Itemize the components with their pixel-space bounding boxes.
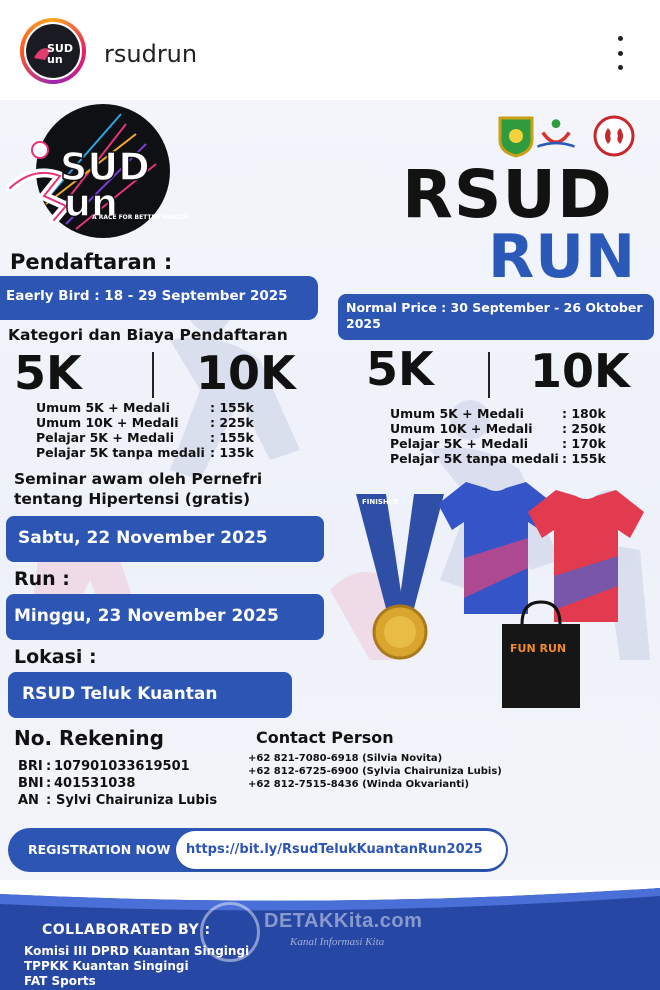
list-item: Pelajar 5K + Medali : 170k: [390, 436, 606, 451]
rsud-run-logo-icon: [26, 24, 80, 78]
list-item: Pelajar 5K tanpa medali : 155k: [390, 451, 606, 466]
contact-list: [248, 752, 502, 791]
username[interactable]: rsudrun: [104, 40, 198, 68]
normal-price-list: [390, 406, 606, 466]
location-banner: RSUD Teluk Kuantan: [8, 672, 292, 718]
pernefri-emblem-icon: [592, 114, 636, 158]
logo-line2: un: [64, 181, 119, 225]
list-item: AN : Sylvi Chairuniza Lubis: [18, 793, 218, 808]
normal-5k-label: 5K: [366, 342, 434, 396]
seminar-date-banner: Sabtu, 22 November 2025: [6, 516, 324, 562]
list-item: Komisi III DPRD Kuantan Singingi: [24, 944, 250, 958]
watermark-text: DETAKKita.com: [264, 910, 423, 932]
logo-tagline: A RACE FOR BETTER HEALTH: [92, 214, 189, 221]
list-item: Pelajar 5K tanpa medali : 135k: [36, 445, 254, 460]
seminar-line2: tentang Hipertensi (gratis): [14, 490, 251, 508]
more-options-icon[interactable]: [612, 36, 628, 70]
registration-bar: [8, 828, 508, 872]
seminar-line1: Seminar awam oleh Pernefri: [14, 470, 263, 488]
location-heading: Lokasi :: [14, 646, 97, 668]
watermark-subtitle: Kanal Informasi Kita: [290, 936, 385, 948]
registration-label: REGISTRATION NOW: [28, 842, 171, 857]
medal-ribbon-text: FINISHER: [362, 498, 399, 506]
runner-logo-icon: [4, 136, 194, 226]
normal-price-banner: Normal Price : 30 September - 26 Oktober 2025: [338, 294, 654, 340]
contact-heading: Contact Person: [256, 728, 394, 747]
svg-text:SUD: SUD: [47, 42, 73, 55]
finisher-medal-icon: [352, 492, 448, 662]
normal-10k-label: 10K: [530, 344, 630, 398]
category-heading: Kategori dan Biaya Pendaftaran: [8, 326, 288, 344]
registration-heading: Pendaftaran :: [10, 250, 173, 274]
account-list: [18, 758, 217, 809]
event-poster: [0, 100, 660, 990]
list-item: Pelajar 5K + Medali : 155k: [36, 430, 254, 445]
run-date-banner: Minggu, 23 November 2025: [6, 594, 324, 640]
list-item: +62 812-7515-8436 (Winda Okvarianti): [248, 779, 470, 790]
early-bird-banner: Eaerly Bird : 18 - 29 September 2025: [0, 276, 318, 320]
early-10k-label: 10K: [196, 346, 296, 400]
list-item: +62 821-7080-6918 (Silvia Novita): [248, 753, 443, 764]
list-item: Umum 10K + Medali : 225k: [36, 415, 254, 430]
list-item: BRI : 107901033619501: [18, 759, 190, 774]
early-price-list: [36, 400, 254, 460]
divider: [152, 352, 154, 398]
early-5k-label: 5K: [14, 346, 82, 400]
list-item: Umum 5K + Medali : 180k: [390, 406, 606, 421]
list-item: FAT Sports: [24, 974, 96, 988]
registration-link-button[interactable]: [176, 831, 506, 869]
avatar[interactable]: [20, 18, 86, 84]
tote-text: FUN RUN: [510, 642, 567, 655]
run-heading: Run :: [14, 568, 70, 590]
account-heading: No. Rekening: [14, 726, 164, 750]
registration-link[interactable]: https://bit.ly/RsudTelukKuantanRun2025: [186, 842, 483, 857]
list-item: +62 812-6725-6900 (Sylvia Chairuniza Lubis): [248, 766, 502, 777]
health-dept-emblem-icon: [534, 114, 578, 158]
title-run: RUN: [488, 222, 637, 292]
list-item: BNI : 401531038: [18, 776, 136, 791]
tote-bag-icon: [496, 600, 586, 710]
collab-title: COLLABORATED BY :: [42, 922, 211, 938]
divider: [488, 352, 490, 398]
post-header: [0, 0, 660, 100]
list-item: TPPKK Kuantan Singingi: [24, 959, 189, 973]
title-rsud: RSUD: [402, 156, 613, 233]
svg-text:un: un: [47, 53, 63, 66]
list-item: Umum 5K + Medali : 155k: [36, 400, 254, 415]
collaborators-footer: [0, 880, 660, 990]
logo-line1: SUD: [60, 145, 150, 189]
regency-emblem-icon: [494, 114, 538, 158]
list-item: Umum 10K + Medali : 250k: [390, 421, 606, 436]
